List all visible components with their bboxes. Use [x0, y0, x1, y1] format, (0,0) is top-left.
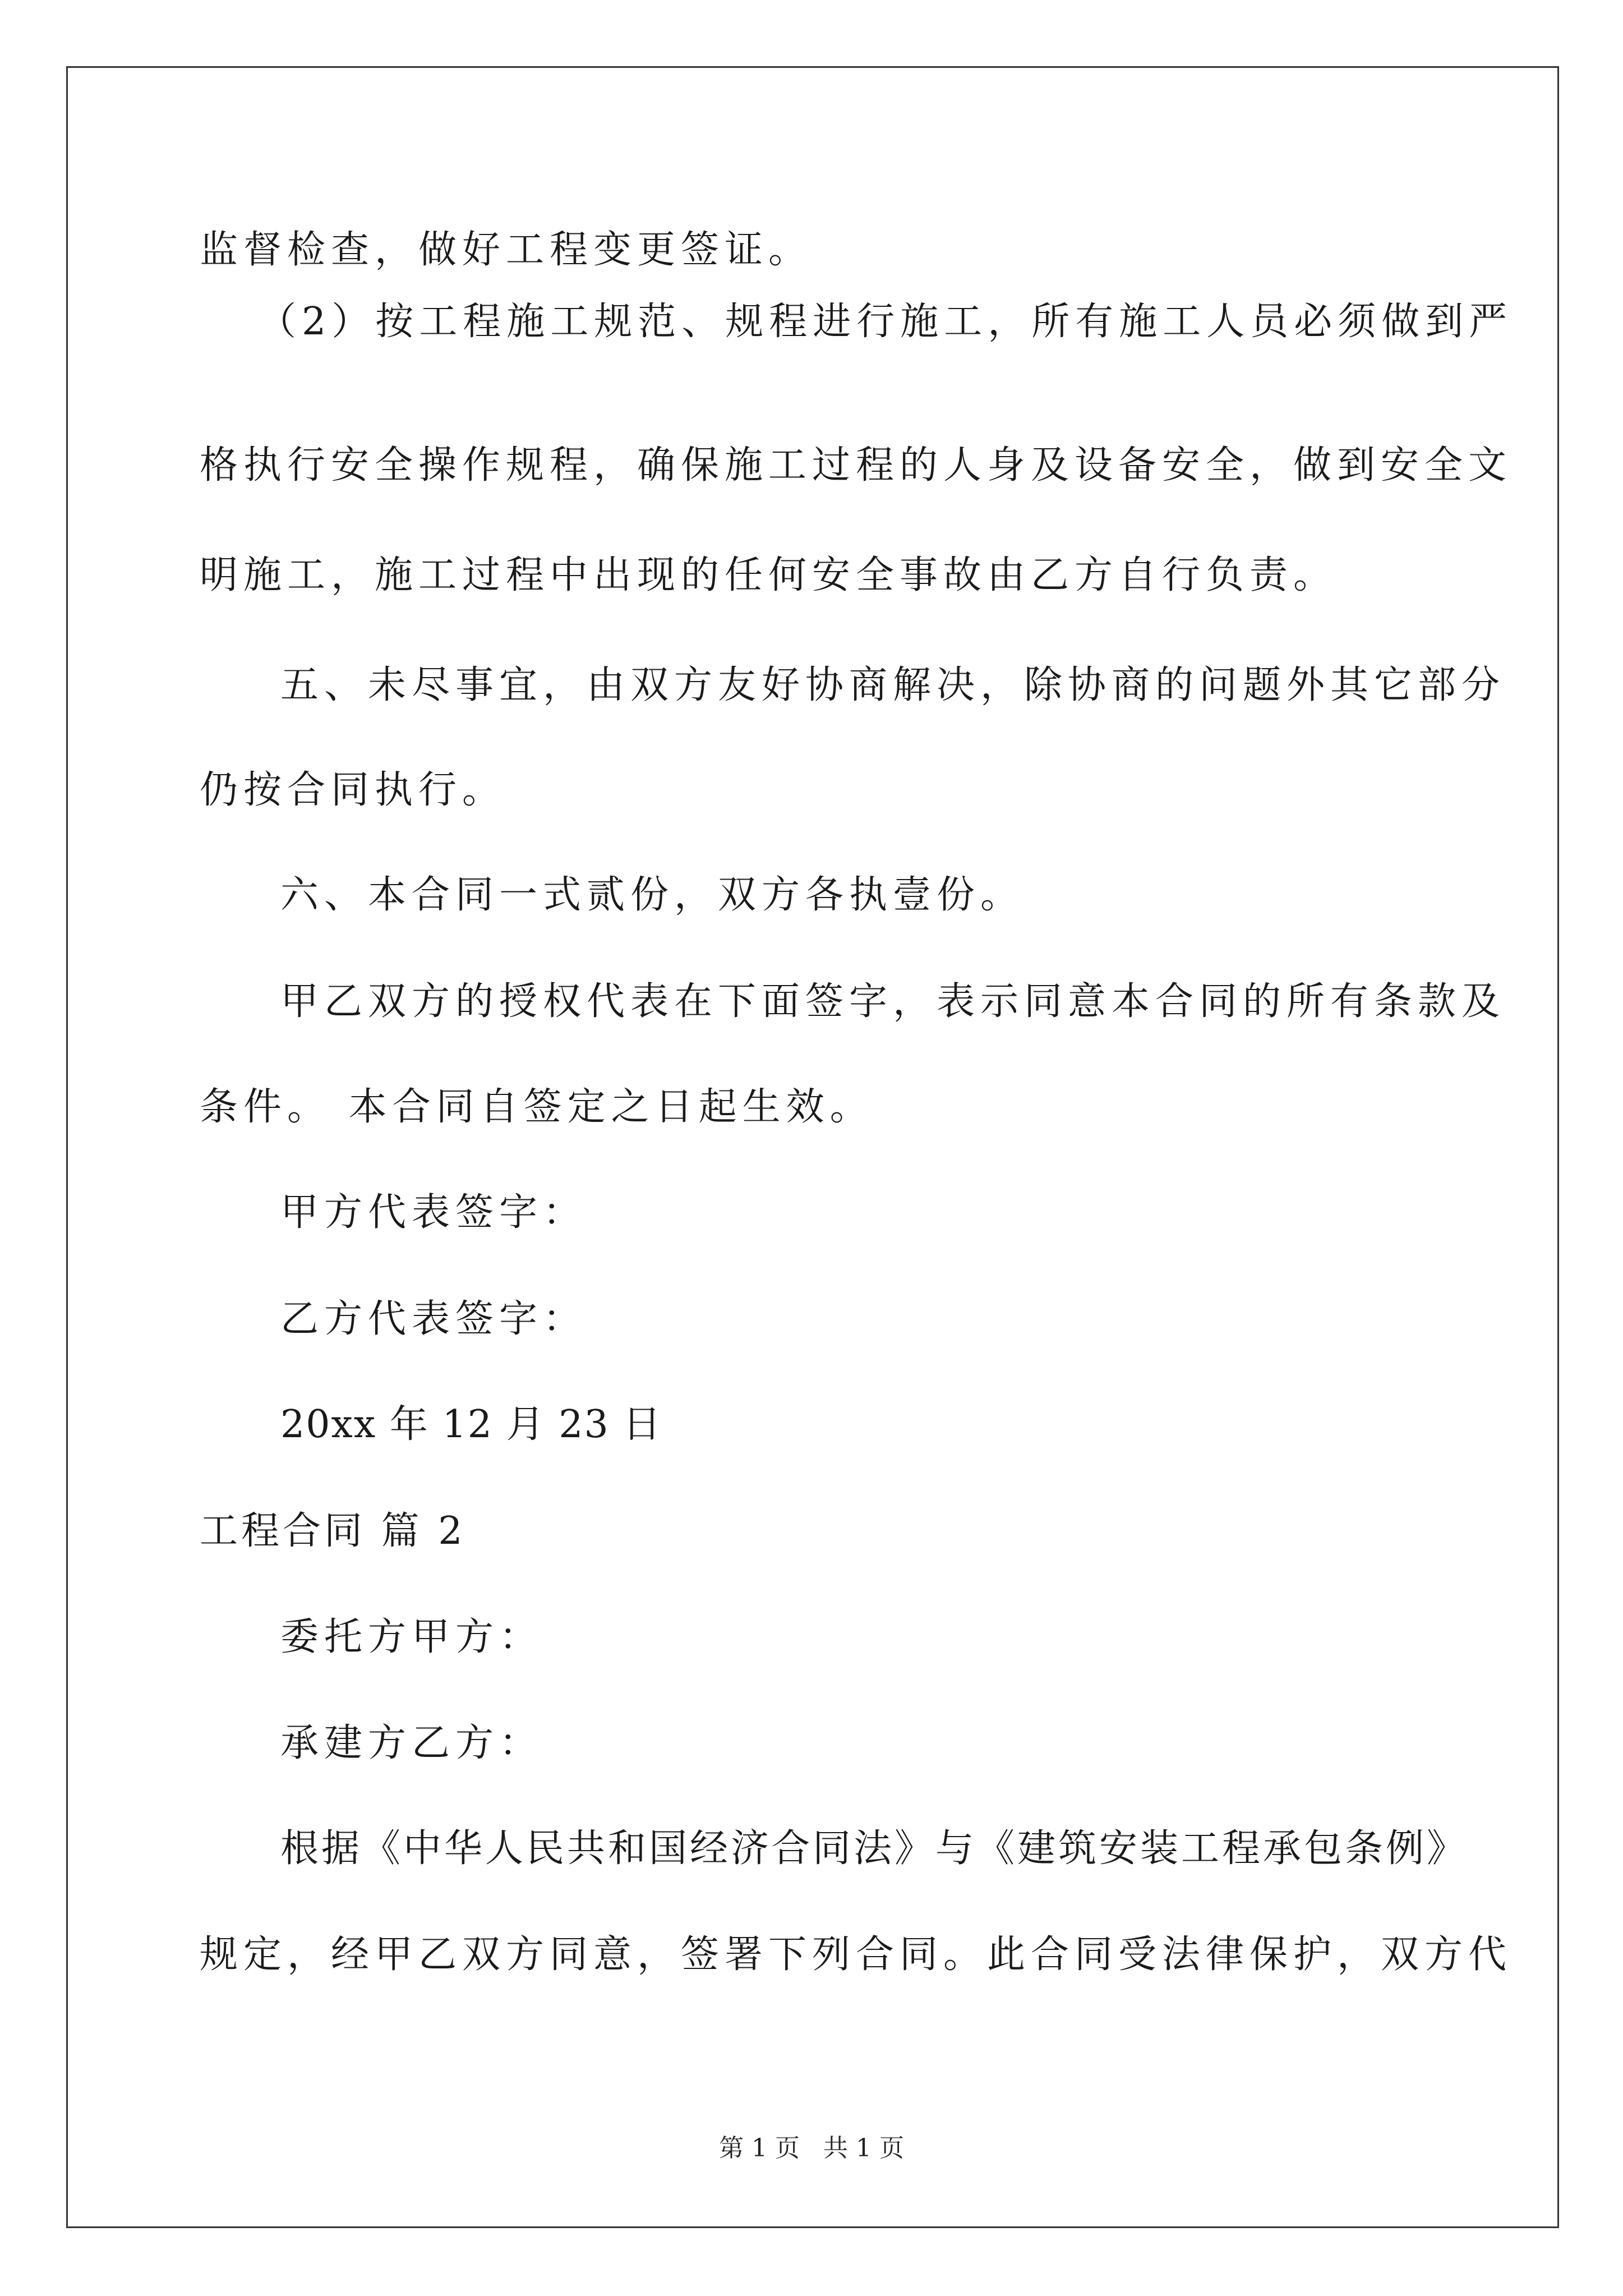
text-line: 明施工，施工过程中出现的任何安全事故由乙方自行负责。	[200, 553, 1338, 597]
date-line: 20xx 年 12 月 23 日	[280, 1402, 662, 1447]
text-line: 甲乙双方的授权代表在下面签字，表示同意本合同的所有条款及	[280, 979, 1506, 1024]
text-line: （2）按工程施工规范、规程进行施工，所有施工人员必须做到严	[258, 300, 1513, 344]
page-footer: 第 1 页 共 1 页	[719, 2134, 904, 2162]
text-line: 仍按合同执行。	[200, 768, 506, 812]
text-line: 乙方代表签字：	[280, 1297, 587, 1341]
text-line: 委托方甲方：	[280, 1615, 543, 1659]
text-line: 甲方代表签字：	[280, 1190, 587, 1235]
section-heading: 工程合同 篇 2	[200, 1509, 466, 1553]
text-line: 格执行安全操作规程，确保施工过程的人身及设备安全，做到安全文	[200, 443, 1513, 487]
text-line: 规定，经甲乙双方同意，签署下列合同。此合同受法律保护，双方代	[200, 1932, 1513, 1977]
text-line: 条件。 本合同自签定之日起生效。	[200, 1085, 874, 1129]
text-line: 承建方乙方：	[280, 1721, 543, 1765]
text-line: 根据《中华人民共和国经济合同法》与《建筑安装工程承包条例》	[280, 1826, 1468, 1871]
text-line: 五、未尽事宜，由双方友好协商解决，除协商的问题外其它部分	[280, 663, 1506, 707]
text-line: 监督检查，做好工程变更签证。	[200, 228, 813, 272]
text-line: 六、本合同一式贰份，双方各执壹份。	[280, 873, 1025, 917]
page-border	[66, 66, 1559, 2228]
